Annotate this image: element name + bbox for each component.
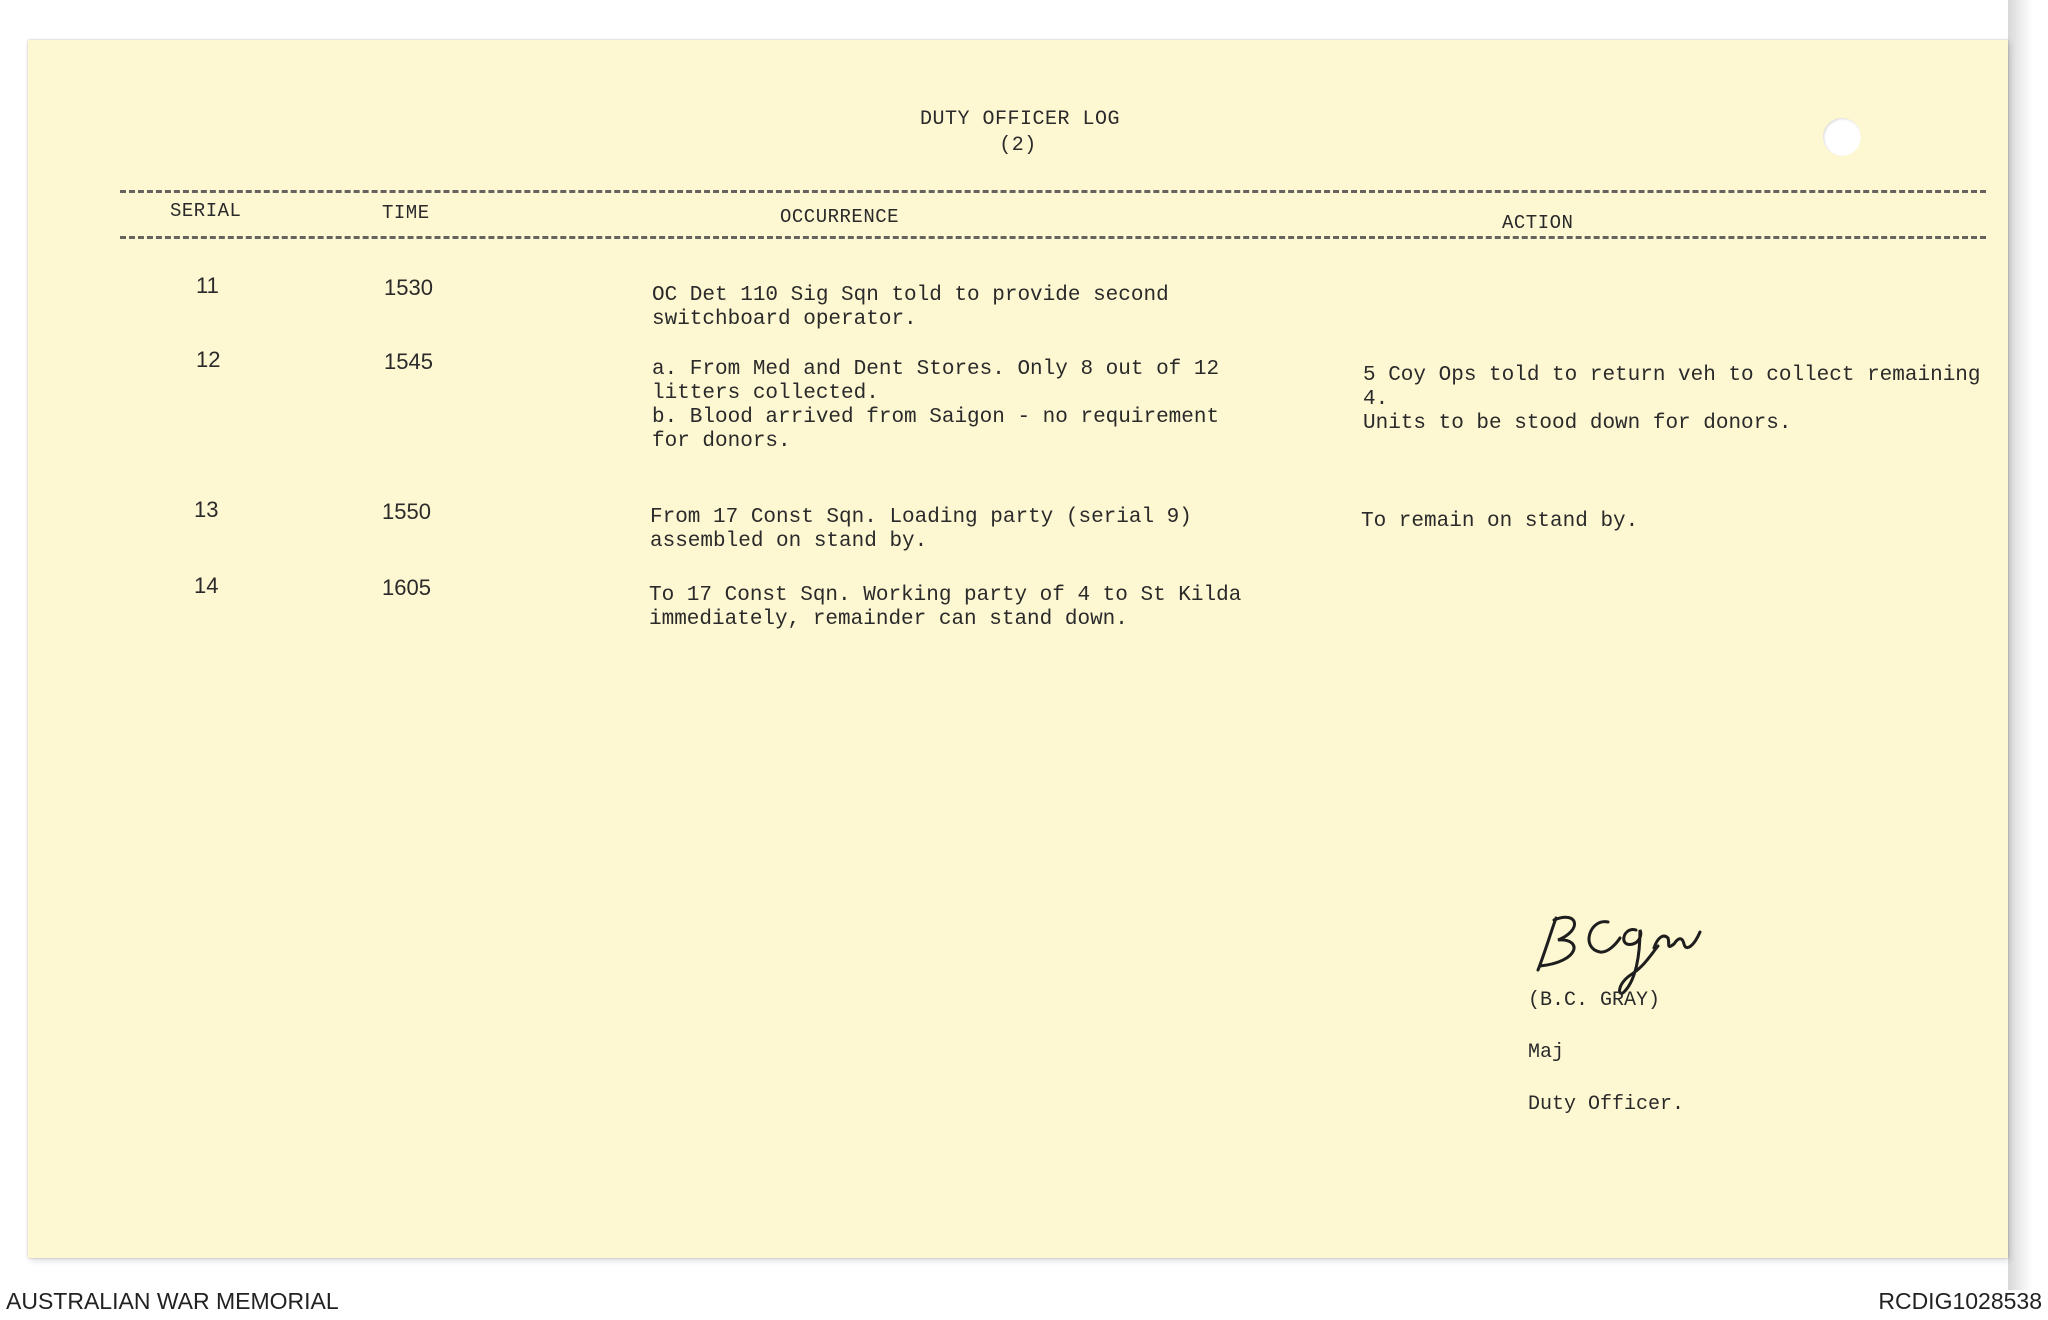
serial-cell: 14 <box>194 573 219 598</box>
time-cell: 1605 <box>382 575 431 600</box>
occurrence-cell: OC Det 110 Sig Sqn told to provide second switchboard operator. <box>652 284 1169 331</box>
signatory-rank: Maj <box>1528 1041 1565 1064</box>
log-title: DUTY OFFICER LOG <box>919 108 1121 131</box>
occurrence-cell: From 17 Const Sqn. Loading party (serial 9) assembled on stand by. <box>650 506 1192 553</box>
page-number: (2) <box>999 134 1037 157</box>
column-header-serial: SERIAL <box>170 200 242 222</box>
column-header-time: TIME <box>382 202 430 224</box>
column-header-occurrence: OCCURRENCE <box>780 206 900 228</box>
footer-source: AUSTRALIAN WAR MEMORIAL <box>6 1288 339 1314</box>
time-cell: 1550 <box>382 499 431 524</box>
occurrence-cell: a. From Med and Dent Stores. Only 8 out of 12 litters collected. b. Blood arrived from Saigon - no requirement for donors. <box>652 358 1220 453</box>
signatory-name: (B.C. GRAY) <box>1528 989 1661 1012</box>
serial-cell: 11 <box>196 273 219 298</box>
column-header-action: ACTION <box>1502 212 1574 234</box>
serial-cell: 12 <box>196 347 221 372</box>
page-edge <box>2008 0 2048 1290</box>
occurrence-cell: To 17 Const Sqn. Working party of 4 to St Kilda immediately, remainder can stand down. <box>649 584 1242 631</box>
header-rule-top <box>120 190 1986 193</box>
action-cell: 5 Coy Ops told to return veh to collect remaining 4. Units to be stood down for donors. <box>1363 364 1981 435</box>
signatory-role: Duty Officer. <box>1528 1093 1685 1116</box>
document-sheet <box>28 40 2008 1258</box>
header-rule-bottom <box>120 236 1986 239</box>
time-cell: 1530 <box>384 275 433 300</box>
footer-catalog-id: RCDIG1028538 <box>1878 1288 2042 1314</box>
time-cell: 1545 <box>384 349 433 374</box>
serial-cell: 13 <box>194 497 219 522</box>
action-cell: To remain on stand by. <box>1361 510 1639 533</box>
